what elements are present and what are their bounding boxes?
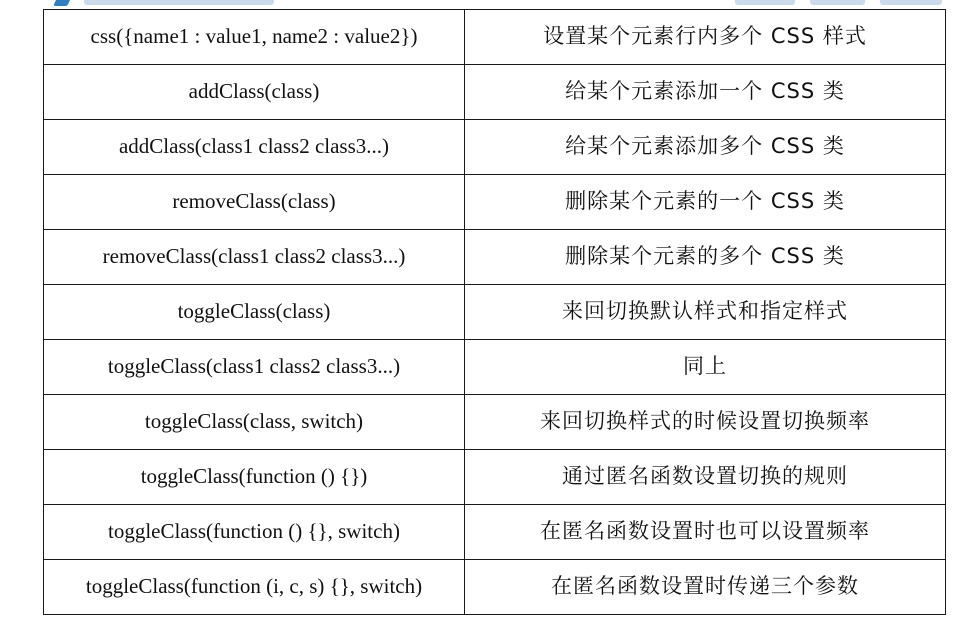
method-cell: addClass(class): [44, 65, 465, 120]
table-row: [44, 505, 946, 560]
table-row: [44, 450, 946, 505]
method-cell: toggleClass(function () {}, switch): [44, 505, 465, 560]
method-cell: toggleClass(class): [44, 285, 465, 340]
table-row: [44, 65, 946, 120]
description-cell: 在匿名函数设置时传递三个参数: [465, 560, 946, 615]
table-row: [44, 120, 946, 175]
table-row: [44, 340, 946, 395]
table-row: [44, 395, 946, 450]
method-cell: removeClass(class): [44, 175, 465, 230]
method-table: [43, 9, 946, 615]
cropped-text: [810, 0, 865, 5]
logo-mark-icon: [53, 0, 73, 6]
method-cell: toggleClass(function () {}): [44, 450, 465, 505]
table-row: [44, 230, 946, 285]
cropped-text: [84, 0, 274, 5]
description-cell: 给某个元素添加多个 CSS 类: [465, 120, 946, 175]
method-table-body: [44, 10, 946, 615]
method-cell: toggleClass(class1 class2 class3...): [44, 340, 465, 395]
description-cell: 删除某个元素的多个 CSS 类: [465, 230, 946, 285]
method-cell: addClass(class1 class2 class3...): [44, 120, 465, 175]
table-row: [44, 560, 946, 615]
description-cell: 通过匿名函数设置切换的规则: [465, 450, 946, 505]
cropped-text: [880, 0, 942, 5]
method-cell: css({name1 : value1, name2 : value2}): [44, 10, 465, 65]
description-cell: 设置某个元素行内多个 CSS 样式: [465, 10, 946, 65]
description-cell: 来回切换默认样式和指定样式: [465, 285, 946, 340]
cropped-header-strip: [0, 0, 966, 9]
description-cell: 来回切换样式的时候设置切换频率: [465, 395, 946, 450]
table-row: [44, 285, 946, 340]
cropped-text: [735, 0, 795, 5]
description-cell: 在匿名函数设置时也可以设置频率: [465, 505, 946, 560]
method-cell: removeClass(class1 class2 class3...): [44, 230, 465, 285]
description-cell: 给某个元素添加一个 CSS 类: [465, 65, 946, 120]
table-row: [44, 175, 946, 230]
description-cell: 删除某个元素的一个 CSS 类: [465, 175, 946, 230]
method-cell: toggleClass(function (i, c, s) {}, switch): [44, 560, 465, 615]
description-cell: 同上: [465, 340, 946, 395]
table-row: [44, 10, 946, 65]
method-cell: toggleClass(class, switch): [44, 395, 465, 450]
